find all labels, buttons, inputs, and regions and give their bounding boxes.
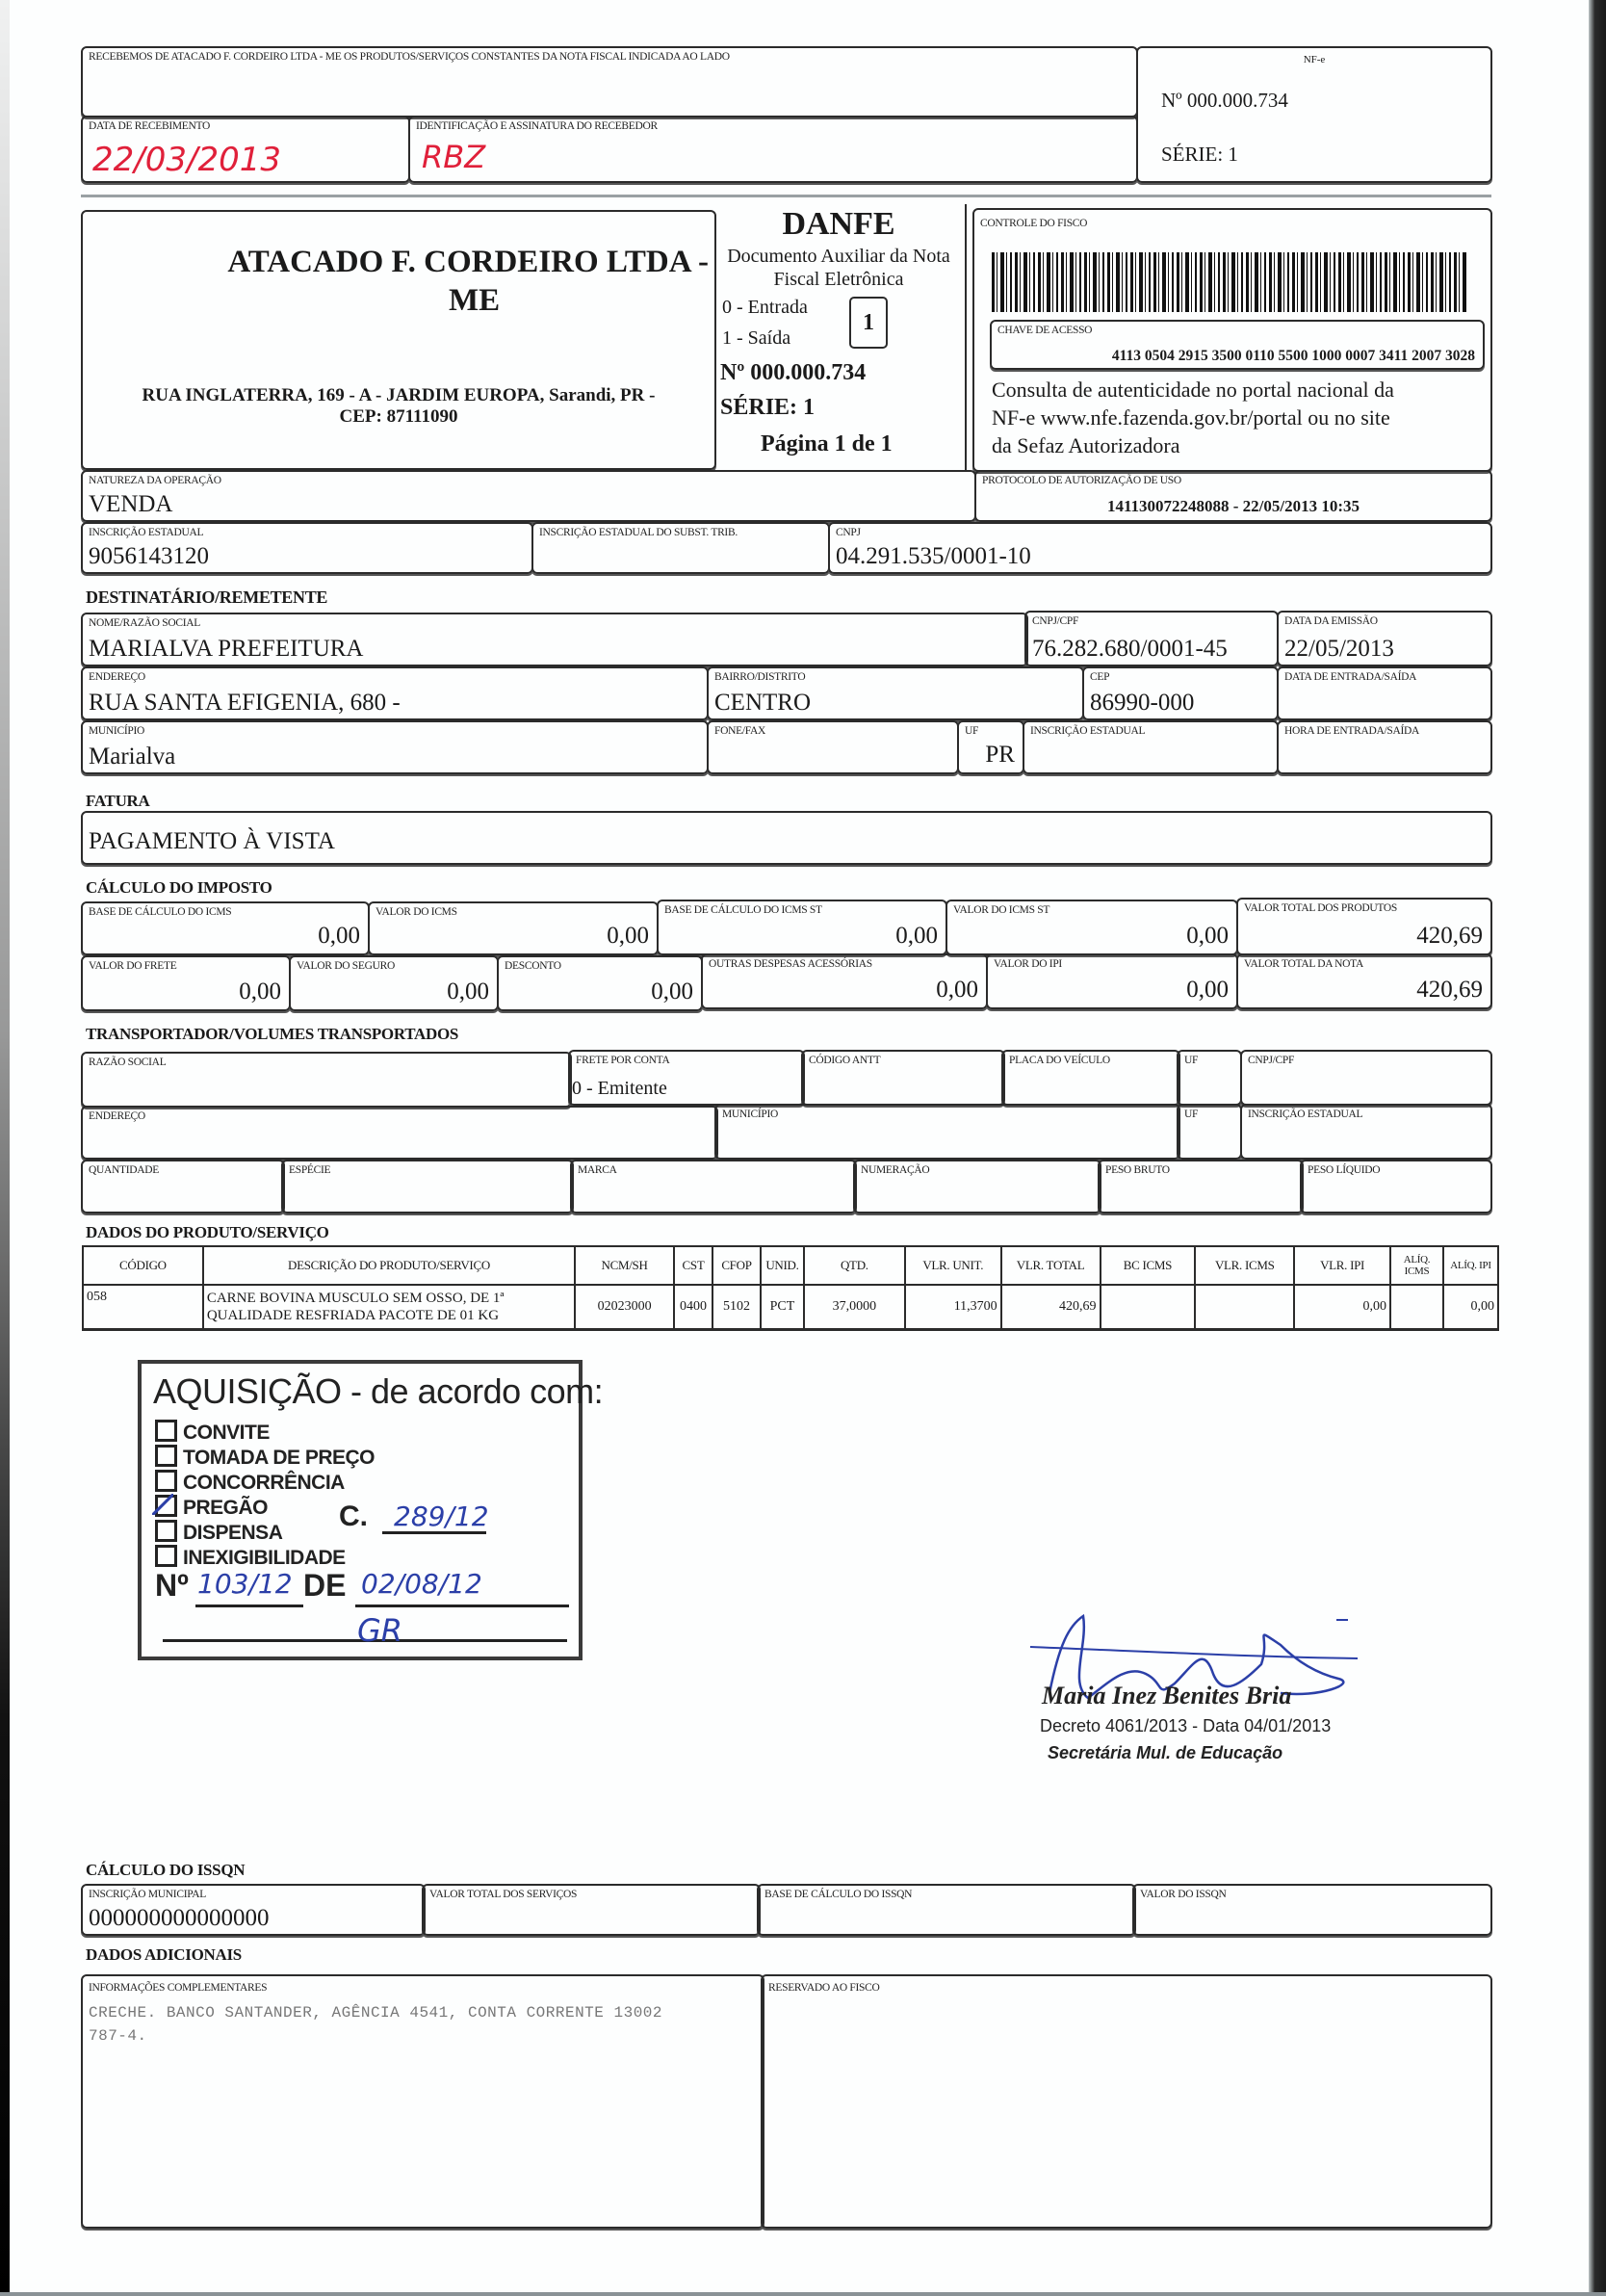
inscricao-estadual-box (81, 522, 533, 574)
stamp-option-convite: CONVITE (155, 1420, 270, 1445)
stub-cut-line (81, 195, 1491, 197)
ie-subst-trib-label: INSCRIÇÃO ESTADUAL DO SUBST. TRIB. (539, 527, 738, 538)
col-aliq-ipi: ALÍQ. IPI (1443, 1246, 1498, 1285)
fatura-box (81, 811, 1492, 865)
recipient-ie-box (1023, 720, 1279, 774)
transp-especie-box: ESPÉCIE (281, 1160, 574, 1213)
transp-peso-bruto-box: PESO BRUTO (1098, 1160, 1304, 1213)
transp-peso-liquido-box: PESO LÍQUIDO (1300, 1160, 1492, 1213)
hora-entrada-saida-box (1277, 720, 1492, 774)
municipio-label: MUNICÍPIO (89, 725, 144, 737)
transp-endereco-box: ENDEREÇO (81, 1106, 718, 1160)
imposto-desconto: DESCONTO 0,00 (497, 955, 703, 1011)
transp-placa-box: PLACA DO VEÍCULO (1001, 1050, 1180, 1106)
stamp-de-label: DE (303, 1568, 347, 1603)
stamp-option-concorrencia: CONCORRÊNCIA (155, 1470, 345, 1495)
col-cfop: CFOP (712, 1246, 761, 1285)
chave-acesso-box (990, 320, 1485, 370)
receipt-signature-handwritten: RBZ (422, 139, 486, 175)
checkbox-tomada-preco[interactable] (155, 1445, 177, 1467)
data-entrada-saida-label: DATA DE ENTRADA/SAÍDA (1284, 671, 1417, 683)
recipient-ie-label: INSCRIÇÃO ESTADUAL (1030, 725, 1146, 737)
recipient-uf-value: PR (985, 742, 1015, 768)
transp-ie-box: INSCRIÇÃO ESTADUAL (1240, 1104, 1492, 1160)
bairro-label: BAIRRO/DISTRITO (714, 671, 806, 683)
issqn-im-value: 000000000000000 (89, 1905, 270, 1931)
transp-uf2-box: UF (1177, 1104, 1242, 1160)
cnpj-emitente-box (828, 522, 1492, 574)
stamp-de-underline (355, 1605, 569, 1607)
issuer-box (81, 210, 716, 470)
imposto-bc-icms: BASE DE CÁLCULO DO ICMS 0,00 (81, 901, 370, 955)
col-bc-icms: BC ICMS (1101, 1246, 1196, 1285)
signatory-role: Secretária Mul. de Educação (1048, 1743, 1283, 1762)
hora-entrada-saida-label: HORA DE ENTRADA/SAÍDA (1284, 725, 1420, 737)
col-aliq-icms: ALÍQ. ICMS (1390, 1246, 1443, 1285)
transp-antt-box: CÓDIGO ANTT (801, 1050, 1005, 1106)
stamp-c-value: 289/12 (394, 1500, 489, 1532)
stamp-numero-label: Nº (155, 1568, 189, 1603)
fatura-value: PAGAMENTO À VISTA (89, 828, 335, 854)
imposto-seguro: VALOR DO SEGURO 0,00 (289, 955, 499, 1011)
product-table (82, 1245, 1499, 1331)
fone-box (707, 720, 959, 774)
section-calculo-imposto: CÁLCULO DO IMPOSTO (86, 878, 272, 897)
danfe-title: DANFE (782, 206, 895, 242)
issuer-name: ATACADO F. CORDEIRO LTDA - (227, 245, 709, 279)
receipt-nfe-label: NF-e (1303, 54, 1326, 65)
checkbox-dispensa[interactable] (155, 1520, 177, 1542)
info-complementares-box: INFORMAÇÕES COMPLEMENTARES CRECHE. BANCO SANTANDER, AGÊNCIA 4541, CONTA CORRENTE 13002 787-4. (81, 1974, 764, 2229)
bairro-value: CENTRO (714, 690, 811, 716)
acquisition-stamp (138, 1360, 604, 1660)
danfe-subtitle: Documento Auxiliar da Nota Fiscal Eletrônica (727, 246, 950, 290)
emissao-box (1277, 611, 1492, 666)
receipt-date-label: DATA DE RECEBIMENTO (89, 120, 211, 132)
danfe-block (712, 204, 967, 472)
ie-subst-trib-box (531, 522, 830, 574)
stamp-title: AQUISIÇÃO - de acordo com: (153, 1371, 604, 1411)
transp-razao-box: RAZÃO SOCIAL (81, 1052, 572, 1108)
receipt-signature-label: IDENTIFICAÇÃO E ASSINATURA DO RECEBEDOR (416, 120, 658, 132)
danfe-page: Página 1 de 1 (761, 431, 893, 457)
recipient-uf-label: UF (965, 725, 979, 737)
imposto-frete: VALOR DO FRETE 0,00 (81, 955, 291, 1011)
signatory-decree: Decreto 4061/2013 - Data 04/01/2013 (1040, 1716, 1332, 1735)
natureza-operacao-box (81, 470, 976, 522)
product-table-header (83, 1246, 1498, 1285)
recipient-cnpj-label: CNPJ/CPF (1032, 615, 1079, 627)
chave-acesso-label: CHAVE DE ACESSO (997, 325, 1093, 336)
scan-edge-right (1589, 0, 1606, 2296)
protocolo-box (974, 470, 1492, 522)
checkbox-concorrencia[interactable] (155, 1470, 177, 1492)
col-descricao: DESCRIÇÃO DO PRODUTO/SERVIÇO (203, 1246, 575, 1285)
stamp-option-pregao: PREGÃO (155, 1495, 268, 1520)
stamp-option-tomada-preco: TOMADA DE PREÇO (155, 1445, 375, 1470)
stamp-numero-value: 103/12 (197, 1568, 293, 1600)
imposto-outras-despesas: OUTRAS DESPESAS ACESSÓRIAS 0,00 (701, 953, 988, 1009)
transp-municipio-box: MUNICÍPIO (714, 1104, 1180, 1160)
protocolo-label: PROTOCOLO DE AUTORIZAÇÃO DE USO (982, 475, 1181, 486)
data-entrada-saida-box (1277, 666, 1492, 720)
imposto-total-nota: VALOR TOTAL DA NOTA 420,69 (1236, 953, 1492, 1009)
receipt-signature-box (408, 116, 1138, 183)
recipient-name-box (81, 613, 1028, 666)
stamp-numero-underline (195, 1605, 303, 1607)
section-dados-adicionais: DADOS ADICIONAIS (86, 1945, 242, 1964)
chave-acesso-value[interactable]: 4113 0504 2915 3500 0110 5500 1000 0007 3411 2007 3028 (1111, 348, 1475, 364)
transp-quantidade-box: QUANTIDADE (81, 1160, 285, 1213)
recipient-uf-box (957, 720, 1024, 774)
imposto-bc-icms-st: BASE DE CÁLCULO DO ICMS ST 0,00 (657, 900, 947, 955)
stamp-de-value: 02/08/12 (361, 1568, 482, 1600)
municipio-value: Marialva (89, 744, 176, 770)
section-transportador: TRANSPORTADOR/VOLUMES TRANSPORTADOS (86, 1025, 459, 1043)
consulta-text: Consulta de autenticidade no portal nacional da NF-e www.nfe.fazenda.gov.br/portal ou no site da Sefaz Autorizadora (992, 378, 1394, 457)
col-vlr-icms: VLR. ICMS (1195, 1246, 1294, 1285)
imposto-total-produtos: VALOR TOTAL DOS PRODUTOS 420,69 (1236, 898, 1492, 955)
danfe-entrada: 0 - Entrada (722, 297, 808, 318)
col-vlr-total: VLR. TOTAL (1001, 1246, 1101, 1285)
natureza-operacao-label: NATUREZA DA OPERAÇÃO (89, 475, 221, 486)
controle-fisco-label: CONTROLE DO FISCO (980, 218, 1088, 229)
bairro-box (707, 666, 1084, 720)
checkbox-pregao[interactable] (155, 1495, 177, 1517)
danfe-serie: SÉRIE: 1 (720, 395, 816, 420)
recipient-endereco-box (81, 666, 709, 720)
natureza-operacao-value: VENDA (89, 491, 173, 517)
cnpj-emitente-value: 04.291.535/0001-10 (836, 543, 1031, 569)
col-codigo: CÓDIGO (83, 1246, 203, 1285)
cnpj-emitente-label: CNPJ (836, 527, 861, 538)
receipt-nfe-serie: SÉRIE: 1 (1161, 143, 1238, 166)
danfe-saida: 1 - Saída (722, 327, 791, 349)
receipt-date-box (81, 116, 410, 183)
cep-box (1082, 666, 1279, 720)
scan-edge-bottom (0, 2292, 1606, 2296)
emissao-value: 22/05/2013 (1284, 636, 1394, 662)
imposto-valor-icms-st: VALOR DO ICMS ST 0,00 (945, 900, 1238, 955)
transp-cnpj-box: CNPJ/CPF (1240, 1050, 1492, 1106)
recipient-name-label: NOME/RAZÃO SOCIAL (89, 617, 200, 629)
table-row: 058 CARNE BOVINA MUSCULO SEM OSSO, DE 1ª QUALIDADE RESFRIADA PACOTE DE 01 KG 02023000 0400 5102 PCT 37,0000 11,3700 420,69 0,00 0,00 (83, 1285, 1498, 1330)
imposto-valor-ipi: VALOR DO IPI 0,00 (986, 953, 1238, 1009)
recipient-endereco-label: ENDEREÇO (89, 671, 145, 683)
checkbox-convite[interactable] (155, 1420, 177, 1442)
recipient-endereco-value: RUA SANTA EFIGENIA, 680 - (89, 690, 401, 716)
section-destinatario: DESTINATÁRIO/REMETENTE (86, 587, 328, 607)
checkbox-inexigibilidade[interactable] (155, 1545, 177, 1567)
issuer-name-line2: ME (449, 283, 501, 318)
stamp-initials: GR (357, 1612, 403, 1649)
issqn-valor-box: VALOR DO ISSQN (1132, 1884, 1492, 1936)
issuer-address: RUA INGLATERRA, 169 - A - JARDIM EUROPA, Sarandi, PR - CEP: 87111090 (142, 385, 656, 427)
municipio-box (81, 720, 709, 774)
barcode-icon (992, 252, 1468, 312)
protocolo-value: 141130072248088 - 22/05/2013 10:35 (1106, 497, 1360, 515)
col-cst: CST (674, 1246, 712, 1285)
danfe-number: Nº 000.000.734 (720, 360, 867, 385)
transp-frete-value: 0 - Emitente (572, 1078, 667, 1099)
col-qtd: QTD. (804, 1246, 905, 1285)
issqn-im-box: INSCRIÇÃO MUNICIPAL 000000000000000 (81, 1884, 426, 1936)
recipient-cnpj-value: 76.282.680/0001-45 (1032, 636, 1228, 662)
inscricao-estadual-value: 9056143120 (89, 543, 209, 569)
signatory-name: Maria Inez Benites Bria (1042, 1682, 1292, 1709)
stamp-option-dispensa: DISPENSA (155, 1520, 282, 1545)
inscricao-estadual-label: INSCRIÇÃO ESTADUAL (89, 527, 204, 538)
receipt-text: RECEBEMOS DE ATACADO F. CORDEIRO LTDA - ME OS PRODUTOS/SERVIÇOS CONSTANTES DA NOTA FISCAL INDICADA AO LADO (89, 51, 730, 63)
scan-edge-left (0, 0, 10, 2296)
receipt-nfe-number: Nº 000.000.734 (1161, 89, 1288, 112)
section-fatura: FATURA (86, 792, 150, 810)
stamp-c-label: C. (339, 1500, 368, 1532)
cep-value: 86990-000 (1090, 690, 1195, 716)
section-produtos: DADOS DO PRODUTO/SERVIÇO (86, 1223, 329, 1241)
receipt-stub-text-box (81, 46, 1138, 117)
transp-marca-box: MARCA (570, 1160, 857, 1213)
receipt-nfe-box (1136, 46, 1492, 183)
receipt-date-handwritten: 22/03/2013 (92, 141, 281, 179)
info-complementares-text: CRECHE. BANCO SANTANDER, AGÊNCIA 4541, CONTA CORRENTE 13002 787-4. (89, 2004, 662, 2045)
stamp-option-inexigibilidade: INEXIGIBILIDADE (155, 1545, 346, 1570)
transp-frete-box: FRETE POR CONTA 0 - Emitente (568, 1050, 805, 1106)
col-vlr-unit: VLR. UNIT. (905, 1246, 1001, 1285)
cep-label: CEP (1090, 671, 1110, 683)
col-vlr-ipi: VLR. IPI (1294, 1246, 1390, 1285)
issqn-base-box: BASE DE CÁLCULO DO ISSQN (757, 1884, 1136, 1936)
emissao-label: DATA DA EMISSÃO (1284, 615, 1378, 627)
danfe-tipo-box: 1 (849, 297, 888, 349)
issqn-servicos-box: VALOR TOTAL DOS SERVIÇOS (422, 1884, 761, 1936)
fone-label: FONE/FAX (714, 725, 765, 737)
transp-uf-box: UF (1177, 1050, 1242, 1106)
reservado-fisco-box: RESERVADO AO FISCO (761, 1974, 1492, 2229)
recipient-cnpj-box (1024, 611, 1279, 666)
col-ncm: NCM/SH (575, 1246, 674, 1285)
imposto-valor-icms: VALOR DO ICMS 0,00 (368, 901, 659, 955)
col-unid: UNID. (761, 1246, 804, 1285)
recipient-name-value: MARIALVA PREFEITURA (89, 636, 364, 662)
section-issqn: CÁLCULO DO ISSQN (86, 1861, 246, 1879)
transp-numeracao-box: NUMERAÇÃO (853, 1160, 1101, 1213)
